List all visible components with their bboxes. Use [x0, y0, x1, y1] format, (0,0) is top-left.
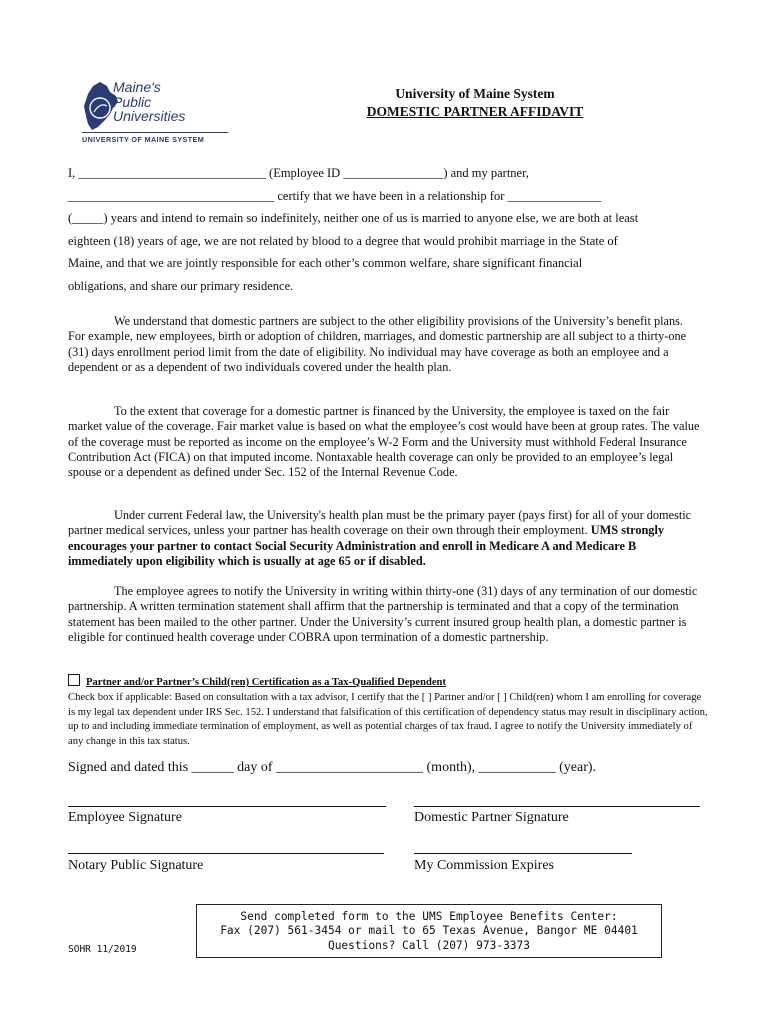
paragraph-text: The employee agrees to notify the University in writing within thirty-one (31) days of any termination of our domestic partnership. A written termination statement shall affirm that the partnership is terminated and that a copy of the termination statement has been mailed to the other partner. Under the University’s current insured group health plan, a domestic partner is eligible for continued health coverage under COBRA upon termination of a domestic partnership. [68, 584, 698, 644]
affidavit-line: I, ______________________________ (Employee ID ________________) and my partner, [68, 166, 529, 180]
employee-signature-label: Employee Signature [68, 810, 182, 825]
logo-line-3: Universities [113, 108, 186, 124]
affidavit-declaration [68, 162, 702, 298]
logo-line-1: Maine's [113, 79, 161, 95]
paragraph-text [68, 508, 702, 569]
certification-checkbox[interactable] [68, 674, 80, 686]
logo-subtitle: UNIVERSITY OF MAINE SYSTEM [82, 135, 205, 144]
notary-signature-line[interactable] [68, 853, 384, 854]
partner-signature-label: Domestic Partner Signature [414, 810, 569, 825]
tax-dependent-certification [68, 674, 708, 750]
employee-signature-line[interactable] [68, 806, 386, 807]
paragraph-text: We understand that domestic partners are subject to the other eligibility provisions of the University’s benefit plans. For example, new employees, birth or adoption of children, marriages, and domestic partnership are all subject to a thirty-one (31) days enrollment period limit from the date of eligibility. No individual may have coverage as both an employee and a dependent or as a dependent of two individuals covered under the health plan. [68, 314, 687, 374]
commission-expires-line[interactable] [414, 853, 632, 854]
medicare-paragraph [68, 508, 702, 569]
send-instructions-line: Fax (207) 561-3454 or mail to 65 Texas Avenue, Bangor ME 04401 [220, 924, 638, 938]
notary-signature-label: Notary Public Signature [68, 858, 204, 873]
affidavit-line: eighteen (18) years of age, we are not related by blood to a degree that would prohibit marriage in the State of [68, 233, 618, 248]
medicare-plain-text: Under current Federal law, the University's health plan must be the primary payer (pays first) for all of your domestic partner medical services, unless your partner has health coverage on their own through their employment. [68, 508, 692, 538]
send-instructions-box [196, 904, 662, 958]
affidavit-line: obligations, and share our primary residence. [68, 278, 294, 293]
form-code: SOHR 11/2019 [68, 944, 137, 955]
paragraph-text: To the extent that coverage for a domestic partner is financed by the University, the employee is taxed on the fair market value of the coverage. Fair market value is based on what the employee’s cost would have been at group rates. The value of the coverage must be reported as income on the employee’s W-2 Form and the University must withhold Federal Insurance Contribution Act (FICA) on that imputed income. Nontaxable health coverage can only be provided to an employee’s legal spouse or a dependent as defined under Sec. 152 of the Internal Revenue Code. [68, 404, 700, 480]
termination-paragraph [68, 584, 702, 645]
logo-divider [82, 132, 228, 133]
affidavit-line: Maine, and that we are jointly responsible for each other’s common welfare, share significant financial [68, 256, 583, 271]
medicare-bold-text: UMS strongly encourages your partner to contact Social Security Administration and enroll in Medicare A and Medicare B immediately upon eligibility which is usually at age 65 or if disabled. [68, 523, 665, 568]
certification-heading: Partner and/or Partner’s Child(ren) Certification as a Tax-Qualified Dependent [86, 677, 446, 688]
certification-text: Check box if applicable: Based on consultation with a tax advisor, I certify that the [ ] Partner and/or [ ] Child(ren) whom I am enrolling for coverage is my legal tax dependent under IRS Sec. 152. I understand that falsification of this certification of dependency status may result in disciplinary action, up to and including immediate termination of employment, as well as potential charges of tax fraud. I agree to notify the University immediately of any change in this tax status. [68, 691, 708, 748]
logo-line-2: Public [113, 93, 152, 110]
maine-universities-logo [80, 80, 232, 146]
partner-signature-line[interactable] [414, 806, 700, 807]
signed-dated-line[interactable]: Signed and dated this ______ day of _____________________ (month), ___________ (year). [68, 760, 597, 775]
document-subtitle: DOMESTIC PARTNER AFFIDAVIT [366, 104, 584, 119]
send-instructions-line: Send completed form to the UMS Employee Benefits Center: [240, 910, 618, 923]
affidavit-line: _________________________________ certify that we have been in a relationship for _______________ [68, 188, 602, 203]
eligibility-paragraph [68, 314, 702, 375]
commission-expires-label: My Commission Expires [414, 858, 555, 873]
affidavit-line: (_____) years and intend to remain so indefinitely, neither one of us is married to anyone else, we are both at least [68, 211, 639, 226]
document-title: University of Maine System [395, 86, 555, 101]
send-instructions-line: Questions? Call (207) 973-3373 [327, 938, 531, 952]
logo-wordmark [113, 80, 185, 124]
tax-paragraph [68, 404, 702, 480]
